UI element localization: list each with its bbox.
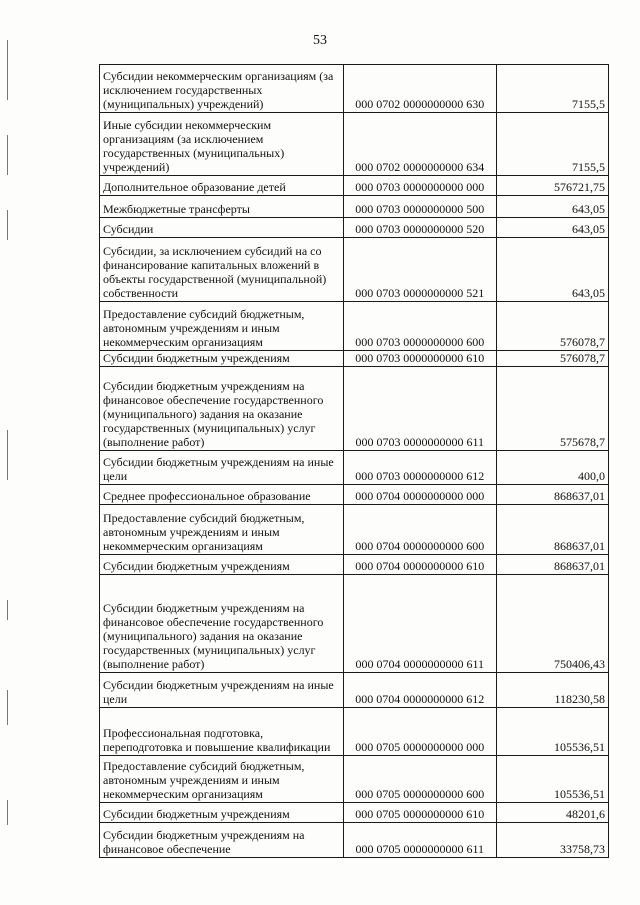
row-amount-cell: 118230,58 [496,673,608,708]
row-name-cell: Субсидии [100,218,344,238]
table-row [100,302,609,351]
row-amount-cell: 643,05 [496,218,608,238]
row-code-cell: 000 0703 0000000000 000 [343,176,496,196]
row-amount-cell: 33758,73 [496,823,608,858]
scan-edge-marks [4,40,12,880]
row-amount-cell: 48201,6 [496,803,608,823]
row-amount-cell: 576078,7 [496,302,608,351]
table-row [100,673,609,708]
row-amount-cell: 576721,75 [496,176,608,196]
row-name-cell: Предоставление субсидий бюджетным, автономным учреждениям и иным некоммерческим организациям [100,505,344,555]
table-row [100,451,609,485]
row-name-cell: Субсидии, за исключением субсидий на со финансирование капитальных вложений в объекты государственной (муниципальной) собственности [100,238,344,302]
row-name-cell: Субсидии бюджетным учреждениям на финансовое обеспечение [100,823,344,858]
row-amount-cell: 868637,01 [496,555,608,575]
table-row [100,65,609,113]
table-row [100,113,609,176]
row-code-cell: 000 0703 0000000000 610 [343,351,496,367]
row-name-cell: Субсидии бюджетным учреждениям [100,555,344,575]
budget-table [99,64,609,858]
table-row [100,555,609,575]
row-code-cell: 000 0705 0000000000 000 [343,708,496,756]
row-amount-cell: 105536,51 [496,708,608,756]
table-row [100,196,609,218]
row-code-cell: 000 0704 0000000000 610 [343,555,496,575]
row-name-cell: Субсидии бюджетным учреждениям на финансовое обеспечение государственного (муниципального) задания на оказание государственных (муниципальных) услуг (выполнение работ) [100,367,344,451]
row-code-cell: 000 0703 0000000000 600 [343,302,496,351]
row-name-cell: Субсидии некоммерческим организациям (за исключением государственных (муниципальных) учреждений) [100,65,344,113]
row-name-cell: Иные субсидии некоммерческим организациям (за исключением государственных (муниципальных) учреждений) [100,113,344,176]
table-row [100,485,609,505]
row-amount-cell: 868637,01 [496,505,608,555]
row-code-cell: 000 0704 0000000000 611 [343,575,496,673]
row-code-cell: 000 0705 0000000000 610 [343,803,496,823]
row-name-cell: Субсидии бюджетным учреждениям [100,351,344,367]
row-amount-cell: 576078,7 [496,351,608,367]
row-name-cell: Среднее профессиональное образование [100,485,344,505]
row-code-cell: 000 0705 0000000000 600 [343,756,496,803]
row-amount-cell: 400,0 [496,451,608,485]
row-amount-cell: 868637,01 [496,485,608,505]
table-row [100,176,609,196]
table-row [100,803,609,823]
row-code-cell: 000 0702 0000000000 634 [343,113,496,176]
table-row [100,708,609,756]
row-amount-cell: 750406,43 [496,575,608,673]
page-number: 53 [313,33,327,48]
row-amount-cell: 7155,5 [496,113,608,176]
table-row [100,367,609,451]
table-row [100,218,609,238]
table-row [100,756,609,803]
table-row [100,238,609,302]
row-amount-cell: 105536,51 [496,756,608,803]
row-amount-cell: 643,05 [496,196,608,218]
row-code-cell: 000 0704 0000000000 612 [343,673,496,708]
row-code-cell: 000 0702 0000000000 630 [343,65,496,113]
table-row [100,575,609,673]
table-row [100,351,609,367]
row-name-cell: Профессиональная подготовка, переподготовка и повышение квалификации [100,708,344,756]
row-name-cell: Субсидии бюджетным учреждениям на иные цели [100,451,344,485]
row-code-cell: 000 0704 0000000000 600 [343,505,496,555]
row-code-cell: 000 0703 0000000000 520 [343,218,496,238]
table-row [100,505,609,555]
row-amount-cell: 643,05 [496,238,608,302]
row-code-cell: 000 0703 0000000000 521 [343,238,496,302]
row-name-cell: Межбюджетные трансферты [100,196,344,218]
row-name-cell: Предоставление субсидий бюджетным, автономным учреждениям и иным некоммерческим организациям [100,756,344,803]
row-code-cell: 000 0705 0000000000 611 [343,823,496,858]
row-name-cell: Субсидии бюджетным учреждениям [100,803,344,823]
row-name-cell: Предоставление субсидий бюджетным, автономным учреждениям и иным некоммерческим организациям [100,302,344,351]
row-code-cell: 000 0703 0000000000 611 [343,367,496,451]
row-amount-cell: 7155,5 [496,65,608,113]
table-row [100,823,609,858]
row-name-cell: Дополнительное образование детей [100,176,344,196]
row-code-cell: 000 0704 0000000000 000 [343,485,496,505]
row-code-cell: 000 0703 0000000000 500 [343,196,496,218]
row-name-cell: Субсидии бюджетным учреждениям на иные цели [100,673,344,708]
row-amount-cell: 575678,7 [496,367,608,451]
row-name-cell: Субсидии бюджетным учреждениям на финансовое обеспечение государственного (муниципального) задания на оказание государственных (муниципальных) услуг (выполнение работ) [100,575,344,673]
budget-table-body [100,65,609,858]
row-code-cell: 000 0703 0000000000 612 [343,451,496,485]
